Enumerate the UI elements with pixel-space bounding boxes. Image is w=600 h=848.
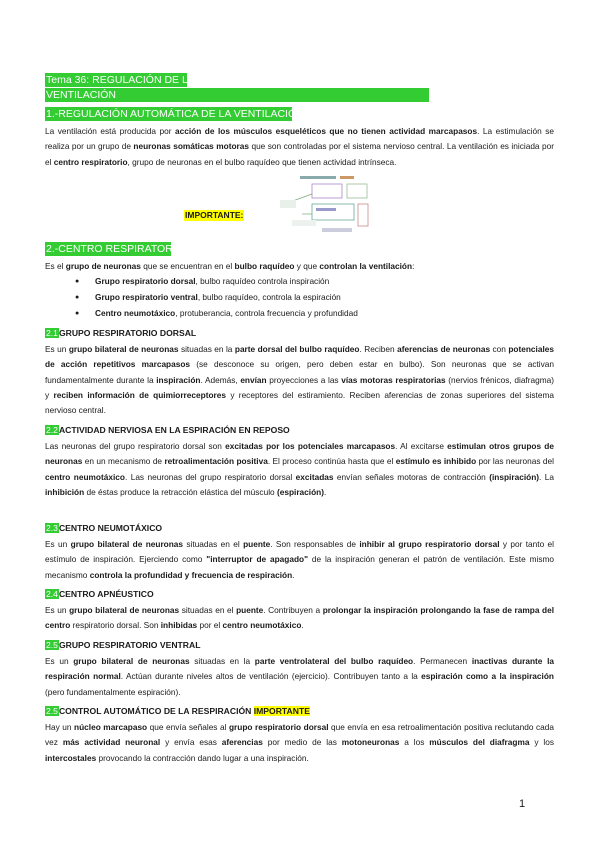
page-number: 1 (519, 798, 526, 810)
subsection-2-2-heading: 2.2ACTIVIDAD NERVIOSA EN LA ESPIRACIÓN EN REPOSO (46, 425, 290, 435)
section1-paragraph: La ventilación está producida por acción de los músculos esqueléticos que no tienen actividad marcapasos. La estimulación se realiza por un grupo de neuronas somáticas motoras que son controladas por el sistema nervioso central. La ventilación es iniciada por el centro respiratorio, grupo de neuronas en el bulbo raquídeo que tienen actividad intrínseca. (45, 126, 554, 167)
subsection-control-paragraph: Hay un núcleo marcapaso que envía señales al grupo respiratorio dorsal que envía en esa retroalimentación positiva reclutando cada vez más actividad neuronal y envía esas aferencias por medio de las motoneuronas a los músculos del diafragma y los intercostales provocando la contracción dando lugar a una inspiración. (45, 722, 555, 763)
subsection-2-1-heading: 2.1GRUPO RESPIRATORIO DORSAL (46, 328, 197, 338)
subsection-2-5-paragraph: Es un grupo bilateral de neuronas situadas en la parte ventrolateral del bulbo raquídeo. Permanecen inactivas durante la respiración normal. Actúan durante niveles altos de ventilación (ejercicio). Contribuyen tanto a la espiración como a la inspiración (pero fundamentalmente espiración). (45, 656, 554, 697)
subsection-2-4-heading: 2.4CENTRO APNÉUSTICO (46, 589, 154, 599)
list-item: ● Grupo respiratorio dorsal, bulbo raquídeo controla inspiración (75, 274, 358, 290)
subsection-2-3-paragraph: Es un grupo bilateral de neuronas situadas en el puente. Son responsables de inhibir al grupo respiratorio dorsal y por tanto el estímulo de inspiración. Ejerciendo como "interruptor de apagado" de la inspiración generan el patrón de ventilación. Este mismo mecanismo controla la profundidad y frecuencia de respiración. (45, 539, 555, 580)
subsection-2-4-paragraph: Es un grupo bilateral de neuronas situadas en el puente. Contribuyen a prolongar la inspiración prolongando la fase de rampa del centro respiratorio dorsal. Son inhibidas por el centro neumotáxico. (45, 605, 555, 631)
subsection-2-1-paragraph: Es un grupo bilateral de neuronas situadas en la parte dorsal del bulbo raquídeo. Reciben aferencias de neuronas con potenciales de acción repetitivos marcapasos (se desconoce su origen, pero deben estar en bulbo). Son neuronas que se activan fundamentalmente durante la inspiración. Además, envían proyecciones a las vías motoras respiratorias (nervios frénicos, diafragma) y reciben información de quimiorreceptores y receptores del estiramiento. Reciben aferencias de zonas superiores del sistema nervioso central. (45, 344, 555, 416)
section2-heading: 2.-CENTRO RESPIRATORIO (46, 243, 184, 255)
document-title-line2: VENTILACIÓN (45, 88, 429, 102)
subsection-2-5-heading: 2.5GRUPO RESPIRATORIO VENTRAL (46, 640, 201, 650)
important-tag: IMPORTANTE (253, 706, 310, 716)
document-title-line1: Tema 36: REGULACIÓN DE LA (46, 74, 195, 86)
list-item: ● Grupo respiratorio ventral, bulbo raquídeo, controla la espiración (75, 290, 358, 306)
section2-intro: Es el grupo de neuronas que se encuentran en el bulbo raquídeo y que controlan la ventilación: (45, 261, 415, 271)
important-label: IMPORTANTE: (185, 210, 244, 220)
respiratory-center-list (75, 274, 358, 321)
subsection-control-heading: 2.5CONTROL AUTOMÁTICO DE LA RESPIRACIÓN IMPORTANTE (46, 706, 310, 716)
section1-heading: 1.-REGULACIÓN AUTOMÁTICA DE LA VENTILACIÓN (46, 108, 304, 120)
subsection-2-2-paragraph: Las neuronas del grupo respiratorio dorsal son excitadas por los potenciales marcapasos. Al excitarse estimulan otros grupos de neuronas en un mecanismo de retroalimentación positiva. El proceso continúa hasta que el estímulo es inhibido por las neuronas del centro neumotáxico. Las neuronas del grupo respiratorio dorsal excitadas envían señales motoras de contracción (inspiración). La inhibición de éstas produce la retracción elástica del músculo (espiración). (45, 441, 554, 497)
respiratory-control-diagram (272, 170, 377, 240)
list-item: ● Centro neumotáxico, protuberancia, controla frecuencia y profundidad (75, 306, 358, 322)
subsection-2-3-heading: 2.3CENTRO NEUMOTÁXICO (46, 523, 163, 533)
